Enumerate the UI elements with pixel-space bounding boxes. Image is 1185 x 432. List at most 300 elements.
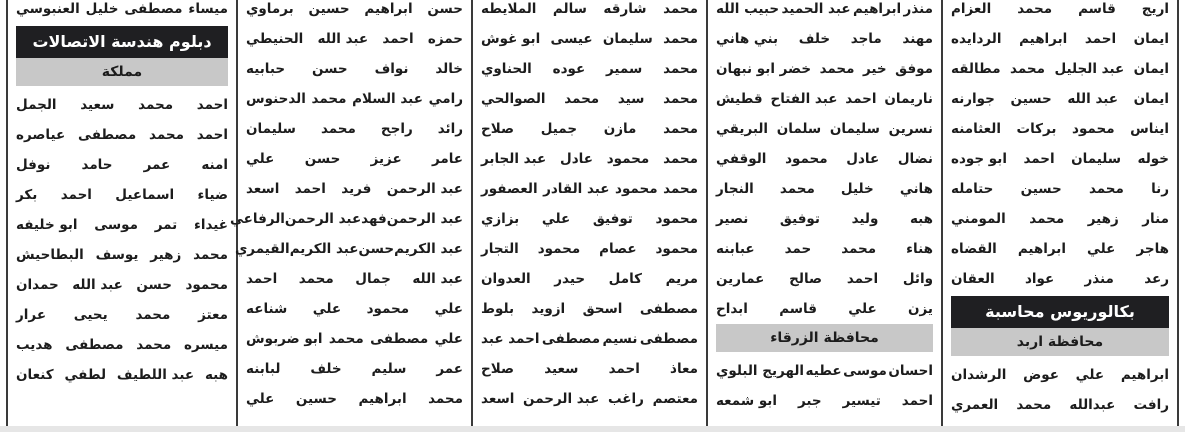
name-part: يوسف bbox=[95, 247, 139, 263]
name-part: ايمان bbox=[1133, 31, 1169, 47]
name-part: سلمان bbox=[776, 121, 822, 137]
name-part: القضاه bbox=[951, 241, 997, 257]
name-row bbox=[951, 264, 1169, 294]
name-part: رافت bbox=[1133, 397, 1169, 413]
name-part: احمد bbox=[901, 393, 933, 409]
name-row bbox=[16, 210, 228, 240]
name-part: محمد bbox=[328, 331, 364, 347]
name-part: توفيق bbox=[592, 211, 633, 227]
name-part: الوقفي bbox=[716, 151, 767, 167]
name-part: عبدالله bbox=[1069, 397, 1116, 413]
name-part: حبيب الله bbox=[716, 1, 780, 17]
name-part: محمود bbox=[185, 277, 228, 293]
name-part: العصفور bbox=[481, 181, 538, 197]
name-row bbox=[716, 234, 933, 264]
name-part: ازويد bbox=[531, 301, 566, 317]
name-row bbox=[246, 54, 463, 84]
name-part: معتصم bbox=[652, 391, 698, 407]
name-row bbox=[481, 234, 698, 264]
name-part: عامر bbox=[431, 151, 463, 167]
name-part: مصطفى bbox=[124, 1, 183, 17]
name-part: شارقه bbox=[603, 1, 647, 17]
name-row bbox=[481, 84, 698, 114]
name-part: سليمان bbox=[829, 121, 880, 137]
name-part: عرار bbox=[16, 307, 47, 323]
name-part: محمد bbox=[663, 151, 698, 167]
name-part: محمود bbox=[785, 151, 828, 167]
name-part: الصوالحي bbox=[481, 91, 546, 107]
name-part: اسعد bbox=[481, 391, 515, 407]
name-part: الرفاعي bbox=[230, 211, 285, 227]
name-part: محمد bbox=[1088, 181, 1124, 197]
name-part: يحيى bbox=[73, 307, 108, 323]
name-part: سليمان bbox=[602, 31, 653, 47]
name-row bbox=[951, 360, 1169, 390]
name-part: العزام bbox=[951, 1, 992, 17]
name-part: برماوي bbox=[246, 1, 294, 17]
name-part: ايمان bbox=[1133, 91, 1169, 107]
name-part: لطفي bbox=[64, 367, 107, 383]
name-part: العنبوسي bbox=[16, 1, 80, 17]
name-part: محمد bbox=[1016, 397, 1052, 413]
name-row bbox=[16, 150, 228, 180]
name-part: علي bbox=[434, 301, 463, 317]
name-part: جوارنه bbox=[951, 91, 995, 107]
name-part: خليل bbox=[840, 181, 874, 197]
name-part: وائل bbox=[902, 271, 933, 287]
name-part: ميساء bbox=[188, 1, 228, 17]
name-part: محمود bbox=[655, 241, 698, 257]
name-part: موسى bbox=[843, 363, 887, 379]
name-part: قطيش bbox=[716, 91, 763, 107]
name-part: محمود bbox=[606, 151, 650, 167]
name-row bbox=[16, 180, 228, 210]
name-part: ابراهيم bbox=[1017, 241, 1066, 257]
name-row bbox=[481, 144, 698, 174]
name-part: احسان bbox=[888, 363, 933, 379]
name-part: بني هاني bbox=[716, 31, 779, 47]
name-row bbox=[951, 114, 1169, 144]
name-part: موفق bbox=[895, 61, 933, 77]
name-part: العقان bbox=[951, 271, 995, 287]
name-part: ابداح bbox=[716, 301, 748, 317]
name-row bbox=[230, 204, 463, 234]
name-part: منار bbox=[1142, 211, 1169, 227]
name-row bbox=[16, 330, 228, 360]
name-row bbox=[481, 294, 698, 324]
name-part: سمير bbox=[606, 61, 643, 77]
name-part: الحنيطي bbox=[246, 31, 304, 47]
name-part: محمد bbox=[779, 181, 815, 197]
name-row bbox=[481, 204, 698, 234]
name-part: لبابنه bbox=[246, 361, 281, 377]
name-part: احمد bbox=[1023, 151, 1055, 167]
name-row bbox=[951, 390, 1169, 420]
name-part: عوض bbox=[1023, 367, 1059, 383]
name-part: سعيد bbox=[544, 361, 579, 377]
name-part: سيد bbox=[617, 91, 645, 107]
name-part: عبد الفتاح bbox=[770, 91, 838, 107]
name-part: كنعان bbox=[16, 367, 54, 383]
name-part: عبد الله bbox=[1067, 91, 1118, 107]
section-subheader: مملكة bbox=[16, 58, 228, 86]
name-part: جميل bbox=[540, 121, 578, 137]
name-part: احمد bbox=[294, 181, 326, 197]
name-row bbox=[951, 204, 1169, 234]
name-part: جمال bbox=[355, 271, 391, 287]
name-part: بركات bbox=[1016, 121, 1057, 137]
name-part: العثامنه bbox=[951, 121, 1001, 137]
name-row bbox=[716, 24, 933, 54]
name-part: محمود bbox=[537, 241, 581, 257]
name-part: القيمري bbox=[234, 241, 290, 257]
name-part: ميسره bbox=[184, 337, 228, 353]
name-part: عبابنه bbox=[716, 241, 755, 257]
name-part: معاذ bbox=[670, 361, 698, 377]
name-part: رنا bbox=[1151, 181, 1169, 197]
name-row bbox=[716, 386, 933, 416]
name-part: رامي bbox=[428, 91, 463, 107]
name-part: احمد bbox=[846, 271, 879, 287]
name-part: هبه bbox=[204, 367, 228, 383]
name-part: بلوط bbox=[481, 301, 515, 317]
name-part: نسرين bbox=[888, 121, 933, 137]
name-part: اسعد bbox=[246, 181, 280, 197]
name-part: نسيم bbox=[602, 331, 638, 347]
name-part: ايناس bbox=[1130, 121, 1169, 137]
name-part: مصطفى bbox=[78, 127, 137, 143]
name-part: عادل bbox=[846, 151, 880, 167]
name-part: علي bbox=[1075, 367, 1105, 383]
name-row bbox=[481, 324, 698, 354]
name-row bbox=[951, 174, 1169, 204]
name-part: عبد القادر bbox=[543, 181, 610, 197]
section-header: بكالوريوس محاسبة bbox=[951, 296, 1169, 328]
name-part: هناء bbox=[906, 241, 933, 257]
name-part: محمد bbox=[138, 97, 174, 113]
column-1 bbox=[6, 0, 236, 426]
name-part: عبد الحميد bbox=[781, 1, 851, 17]
name-part: جبر bbox=[797, 393, 822, 409]
name-part: علي bbox=[434, 331, 463, 347]
name-part: خوله bbox=[1137, 151, 1169, 167]
name-part: رعد bbox=[1144, 271, 1169, 287]
name-row bbox=[716, 264, 933, 294]
name-part: حمزه bbox=[427, 31, 463, 47]
name-part: احمد bbox=[1084, 31, 1117, 47]
column-3 bbox=[471, 0, 706, 426]
name-row bbox=[951, 144, 1169, 174]
name-part: محمد bbox=[663, 121, 698, 137]
name-part: ابراهيم bbox=[1019, 31, 1068, 47]
name-part: حسين bbox=[308, 1, 350, 17]
name-part: حيدر bbox=[554, 271, 586, 287]
name-part: ابراهيم bbox=[1120, 367, 1169, 383]
name-part: محمد bbox=[1017, 1, 1053, 17]
name-part: عبد الرحمن bbox=[284, 211, 362, 227]
name-part: ناريمان bbox=[884, 91, 933, 107]
name-part: علي bbox=[246, 391, 275, 407]
name-part: حتامله bbox=[951, 181, 994, 197]
name-part: احمد bbox=[196, 97, 228, 113]
name-part: حسن bbox=[136, 277, 172, 293]
name-part: مريم bbox=[665, 271, 698, 287]
name-row bbox=[16, 90, 228, 120]
name-part: محمود bbox=[615, 181, 658, 197]
name-row bbox=[481, 264, 698, 294]
name-part: قاسم bbox=[1078, 1, 1116, 17]
name-part: راغب bbox=[608, 391, 644, 407]
name-row bbox=[716, 144, 933, 174]
name-part: الهريج البلوي bbox=[716, 363, 805, 379]
name-part: تمر bbox=[154, 217, 178, 233]
name-part: خلف bbox=[798, 31, 831, 47]
section-header: دبلوم هندسة الاتصالات bbox=[16, 26, 228, 58]
name-part: مصطفى bbox=[639, 301, 698, 317]
name-part: محمد bbox=[320, 121, 356, 137]
name-part: ضياء bbox=[197, 187, 228, 203]
name-part: علي bbox=[541, 211, 571, 227]
name-row bbox=[951, 54, 1169, 84]
name-part: مطالقه bbox=[951, 61, 1001, 77]
name-part: غيداء bbox=[193, 217, 228, 233]
name-part: ماجد bbox=[850, 31, 882, 47]
name-part: عبد الكريم bbox=[394, 241, 463, 257]
name-part: احمد bbox=[382, 31, 414, 47]
name-part: البطاحيش bbox=[16, 247, 84, 263]
name-part: منذر bbox=[1084, 271, 1114, 287]
name-part: حامد bbox=[81, 157, 113, 173]
name-part: محمد bbox=[1010, 61, 1045, 77]
name-part: زهير bbox=[150, 247, 182, 263]
name-row bbox=[951, 0, 1169, 24]
name-row bbox=[246, 114, 463, 144]
name-part: هديب bbox=[16, 337, 53, 353]
name-row bbox=[481, 0, 698, 24]
name-row bbox=[246, 384, 463, 414]
name-part: رائد bbox=[437, 121, 463, 137]
name-part: ابراهيم bbox=[358, 391, 407, 407]
name-part: احمد bbox=[608, 361, 640, 377]
name-part: ابو شمعه bbox=[716, 393, 777, 409]
name-part: محمد bbox=[298, 271, 334, 287]
name-part: حبابيه bbox=[246, 61, 286, 77]
name-row bbox=[716, 204, 933, 234]
name-part: موسى bbox=[94, 217, 138, 233]
name-part: الملايطه bbox=[481, 1, 537, 17]
name-part: العدوان bbox=[481, 271, 531, 287]
name-part: عبد الله bbox=[72, 277, 123, 293]
name-part: صلاح bbox=[481, 361, 515, 377]
name-part: عمارين bbox=[716, 271, 765, 287]
name-part: احمد bbox=[845, 91, 877, 107]
name-part: حسن bbox=[312, 61, 348, 77]
name-part: الردايده bbox=[951, 31, 1002, 47]
name-part: سليمان bbox=[246, 121, 296, 137]
name-part: عمر bbox=[436, 361, 463, 377]
name-part: محمد bbox=[564, 91, 600, 107]
name-row bbox=[951, 234, 1169, 264]
name-part: محمد bbox=[428, 391, 463, 407]
name-part: عبد الرحمن bbox=[386, 211, 463, 227]
name-part: خليل bbox=[85, 1, 119, 17]
name-part: ابو خليفه bbox=[16, 217, 78, 233]
name-row bbox=[716, 0, 933, 24]
name-part: مصطفى bbox=[541, 331, 601, 347]
name-part: هاني bbox=[899, 181, 933, 197]
name-part: علي bbox=[1087, 241, 1116, 257]
name-part: محمد bbox=[663, 181, 698, 197]
name-row bbox=[16, 360, 228, 390]
name-part: مهند bbox=[902, 31, 933, 47]
name-part: حمد bbox=[784, 241, 812, 257]
name-part: هاجر bbox=[1136, 241, 1169, 257]
name-part: عادل bbox=[560, 151, 593, 167]
name-part: زهير bbox=[1087, 211, 1119, 227]
name-part: سليم bbox=[371, 361, 407, 377]
name-part: سالم bbox=[552, 1, 587, 17]
name-part: حسين bbox=[1020, 181, 1062, 197]
name-part: محمد bbox=[841, 241, 877, 257]
name-row bbox=[481, 24, 698, 54]
name-row bbox=[951, 84, 1169, 114]
name-row bbox=[16, 240, 228, 270]
name-part: عبد الجليل bbox=[1054, 61, 1125, 77]
name-part: خير bbox=[863, 61, 887, 77]
name-part: عيسى bbox=[550, 31, 593, 47]
name-part: عبد اللطيف bbox=[116, 367, 195, 383]
name-part: حسن bbox=[427, 1, 463, 17]
name-part: احمد عبد bbox=[481, 331, 540, 347]
name-part: حسن bbox=[358, 241, 395, 257]
name-part: بكر bbox=[16, 187, 38, 203]
name-row bbox=[16, 270, 228, 300]
name-part: نوفل bbox=[16, 157, 51, 173]
name-part: عطيه bbox=[805, 363, 842, 379]
name-part: عواد bbox=[1024, 271, 1055, 287]
name-part: الدحنوس bbox=[246, 91, 306, 107]
name-row bbox=[481, 54, 698, 84]
name-part: عبد الله bbox=[317, 31, 369, 47]
name-row bbox=[246, 24, 463, 54]
name-part: محمد bbox=[663, 61, 698, 77]
name-part: منذر bbox=[903, 1, 933, 17]
name-part: بزازي bbox=[481, 211, 520, 227]
name-row bbox=[246, 174, 463, 204]
name-part: محمد bbox=[663, 91, 698, 107]
name-part: ابو جوده bbox=[951, 151, 1007, 167]
name-part: اسماعيل bbox=[115, 187, 175, 203]
name-part: خلف bbox=[310, 361, 342, 377]
name-part: عبد السلام bbox=[352, 91, 423, 107]
name-part: مصطفى bbox=[639, 331, 698, 347]
name-part: عياصره bbox=[16, 127, 66, 143]
name-part: امنه bbox=[201, 157, 228, 173]
name-row bbox=[481, 174, 698, 204]
name-part: حمدان bbox=[16, 277, 59, 293]
name-row bbox=[234, 234, 463, 264]
name-part: نضال bbox=[897, 151, 933, 167]
name-part: صالح bbox=[789, 271, 823, 287]
name-row bbox=[716, 84, 933, 114]
name-part: احمد bbox=[196, 127, 228, 143]
name-row bbox=[716, 294, 933, 324]
name-part: محمد bbox=[135, 307, 171, 323]
name-row bbox=[481, 354, 698, 384]
name-part: التجار bbox=[481, 241, 519, 257]
name-part: النجار bbox=[716, 181, 754, 197]
name-part: عبد الجابر bbox=[481, 151, 547, 167]
name-row bbox=[716, 174, 933, 204]
name-row bbox=[16, 0, 228, 24]
name-part: البريقي bbox=[716, 121, 769, 137]
name-part: محمد bbox=[819, 61, 855, 77]
name-part: ابراهيم bbox=[852, 1, 902, 17]
name-part: شناعه bbox=[246, 301, 288, 317]
name-row bbox=[246, 144, 463, 174]
name-part: كامل bbox=[608, 271, 642, 287]
name-part: علي bbox=[246, 151, 275, 167]
name-part: حسين bbox=[295, 391, 337, 407]
name-part: علي bbox=[848, 301, 877, 317]
name-row bbox=[716, 356, 933, 386]
name-part: سعيد bbox=[80, 97, 115, 113]
name-part: ايمان bbox=[1133, 61, 1169, 77]
name-row bbox=[246, 84, 463, 114]
name-part: عمر bbox=[143, 157, 171, 173]
name-part: الحناوي bbox=[481, 61, 532, 77]
name-row bbox=[16, 300, 228, 330]
name-row bbox=[716, 114, 933, 144]
name-part: محمد bbox=[311, 91, 347, 107]
name-part: فريد bbox=[341, 181, 372, 197]
name-part: حسن bbox=[304, 151, 341, 167]
name-part: العمري bbox=[951, 397, 999, 413]
name-part: فهد bbox=[361, 211, 387, 227]
name-part: مصطفى bbox=[370, 331, 429, 347]
name-part: تيسير bbox=[842, 393, 881, 409]
name-part: صلاح bbox=[481, 121, 515, 137]
name-part: ابراهيم bbox=[364, 1, 413, 17]
name-part: خالد bbox=[435, 61, 463, 77]
name-part: عزيز bbox=[370, 151, 402, 167]
bottom-rule bbox=[0, 426, 1185, 432]
name-row bbox=[16, 120, 228, 150]
name-part: عصام bbox=[599, 241, 637, 257]
name-part: مصطفى bbox=[65, 337, 124, 353]
name-part: عبد الكريم bbox=[289, 241, 359, 257]
name-part: عوده bbox=[552, 61, 586, 77]
name-part: محمد bbox=[663, 31, 698, 47]
name-row bbox=[246, 294, 463, 324]
name-part: قاسم bbox=[779, 301, 817, 317]
name-part: المومني bbox=[951, 211, 1006, 227]
column-2 bbox=[230, 0, 471, 426]
name-part: ابو ضربوش bbox=[246, 331, 323, 347]
section-subheader: محافظة اربد bbox=[951, 328, 1169, 356]
name-part: وليد bbox=[851, 211, 879, 227]
name-part: ابو غوش bbox=[481, 31, 541, 47]
name-part: الجمل bbox=[16, 97, 57, 113]
name-part: احمد bbox=[246, 271, 278, 287]
name-part: اريج bbox=[1141, 1, 1169, 17]
name-part: توفيق bbox=[779, 211, 820, 227]
name-row bbox=[716, 54, 933, 84]
name-part: عبد الله bbox=[412, 271, 463, 287]
name-part: مازن bbox=[603, 121, 637, 137]
name-part: محمد bbox=[663, 1, 698, 17]
section-subheader: محافظة الزرقاء bbox=[716, 324, 933, 352]
